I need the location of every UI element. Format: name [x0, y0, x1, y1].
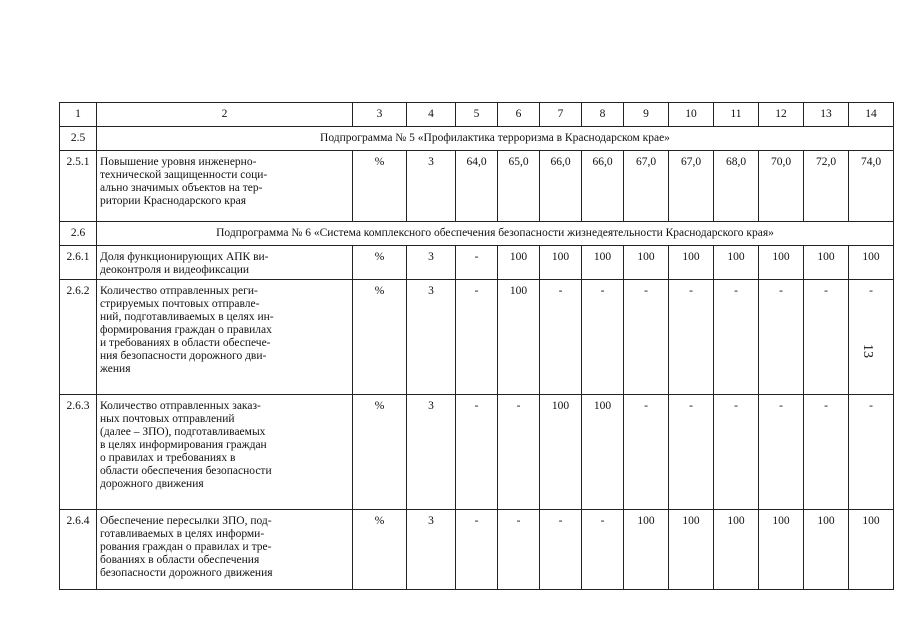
- unit-cell: %: [353, 510, 407, 590]
- value-cell: -: [624, 395, 669, 510]
- value-cell: -: [669, 395, 714, 510]
- value-cell: -: [714, 280, 759, 395]
- value-cell: -: [456, 246, 498, 280]
- unit-cell: %: [353, 395, 407, 510]
- value-cell: 100: [624, 510, 669, 590]
- indicator-name: Количество отправленных реги- стрируемых почтовых отправле- ний, подготавливаемых в целях ин- формирования граждан о правилах и требованиях в области обеспече- ния безопасности дорожного дви- жения: [97, 280, 353, 395]
- section-row: [60, 127, 894, 151]
- indicator-table: [59, 102, 894, 590]
- table-row: [60, 395, 894, 510]
- status-cell: 3: [407, 151, 456, 222]
- value-cell: 100: [624, 246, 669, 280]
- value-cell: -: [804, 280, 849, 395]
- value-cell: 66,0: [540, 151, 582, 222]
- value-cell: 74,0: [849, 151, 894, 222]
- value-cell: -: [582, 280, 624, 395]
- status-cell: 3: [407, 510, 456, 590]
- unit-cell: %: [353, 151, 407, 222]
- status-cell: 3: [407, 246, 456, 280]
- value-cell: 64,0: [456, 151, 498, 222]
- unit-cell: %: [353, 280, 407, 395]
- value-cell: 100: [669, 510, 714, 590]
- header-cell: 14: [849, 103, 894, 127]
- value-cell: -: [714, 395, 759, 510]
- value-cell: 100: [582, 395, 624, 510]
- value-cell: 100: [540, 246, 582, 280]
- value-cell: -: [804, 395, 849, 510]
- header-cell: 7: [540, 103, 582, 127]
- value-cell: 68,0: [714, 151, 759, 222]
- section-number: 2.5: [60, 127, 97, 151]
- value-cell: 100: [669, 246, 714, 280]
- value-cell: -: [849, 395, 894, 510]
- value-cell: 100: [849, 510, 894, 590]
- row-number: 2.6.4: [60, 510, 97, 590]
- indicator-name: Повышение уровня инженерно- технической защищенности соци- ально значимых объектов на тер- ритории Краснодарского края: [97, 151, 353, 222]
- header-cell: 11: [714, 103, 759, 127]
- value-cell: 70,0: [759, 151, 804, 222]
- value-cell: 100: [804, 510, 849, 590]
- value-cell: 100: [759, 510, 804, 590]
- row-number: 2.6.2: [60, 280, 97, 395]
- section-row: [60, 222, 894, 246]
- value-cell: -: [849, 280, 894, 395]
- value-cell: 100: [714, 510, 759, 590]
- page-number: 13: [860, 344, 875, 358]
- value-cell: -: [669, 280, 714, 395]
- section-title: Подпрограмма № 5 «Профилактика терроризма в Краснодарском крае»: [97, 127, 894, 151]
- header-cell: 6: [498, 103, 540, 127]
- row-number: 2.6.1: [60, 246, 97, 280]
- section-title: Подпрограмма № 6 «Система комплексного обеспечения безопасности жизнедеятельности Краснодарского края»: [97, 222, 894, 246]
- indicator-name: Обеспечение пересылки ЗПО, под- готавливаемых в целях информи- рования граждан о правилах и тре- бованиях в области обеспечения безопасности дорожного движения: [97, 510, 353, 590]
- value-cell: -: [582, 510, 624, 590]
- value-cell: 65,0: [498, 151, 540, 222]
- header-cell: 5: [456, 103, 498, 127]
- row-number: 2.6.3: [60, 395, 97, 510]
- table-row: [60, 246, 894, 280]
- value-cell: 100: [804, 246, 849, 280]
- value-cell: -: [624, 280, 669, 395]
- value-cell: 100: [498, 246, 540, 280]
- value-cell: 100: [582, 246, 624, 280]
- value-cell: -: [498, 395, 540, 510]
- section-number: 2.6: [60, 222, 97, 246]
- header-cell: 1: [60, 103, 97, 127]
- value-cell: -: [759, 395, 804, 510]
- value-cell: -: [456, 395, 498, 510]
- header-cell: 12: [759, 103, 804, 127]
- table-row: [60, 510, 894, 590]
- value-cell: -: [456, 510, 498, 590]
- header-cell: 4: [407, 103, 456, 127]
- value-cell: 66,0: [582, 151, 624, 222]
- header-cell: 2: [97, 103, 353, 127]
- value-cell: -: [456, 280, 498, 395]
- table-row: [60, 280, 894, 395]
- status-cell: 3: [407, 280, 456, 395]
- value-cell: -: [759, 280, 804, 395]
- value-cell: 72,0: [804, 151, 849, 222]
- row-number: 2.5.1: [60, 151, 97, 222]
- value-cell: 67,0: [669, 151, 714, 222]
- value-cell: -: [540, 510, 582, 590]
- table-row: [60, 151, 894, 222]
- value-cell: 67,0: [624, 151, 669, 222]
- unit-cell: %: [353, 246, 407, 280]
- value-cell: 100: [759, 246, 804, 280]
- header-cell: 3: [353, 103, 407, 127]
- header-row: [60, 103, 894, 127]
- value-cell: 100: [849, 246, 894, 280]
- indicator-name: Количество отправленных заказ- ных почтовых отправлений (далее – ЗПО), подготавливаемых в целях информирования граждан о правилах и требованиях в области обеспечения безопасности дорожного движения: [97, 395, 353, 510]
- value-cell: -: [540, 280, 582, 395]
- header-cell: 8: [582, 103, 624, 127]
- header-cell: 13: [804, 103, 849, 127]
- header-cell: 9: [624, 103, 669, 127]
- value-cell: 100: [714, 246, 759, 280]
- value-cell: 100: [540, 395, 582, 510]
- table-body: [60, 103, 894, 590]
- header-cell: 10: [669, 103, 714, 127]
- value-cell: 100: [498, 280, 540, 395]
- indicator-name: Доля функционирующих АПК ви- деоконтроля и видеофиксации: [97, 246, 353, 280]
- status-cell: 3: [407, 395, 456, 510]
- value-cell: -: [498, 510, 540, 590]
